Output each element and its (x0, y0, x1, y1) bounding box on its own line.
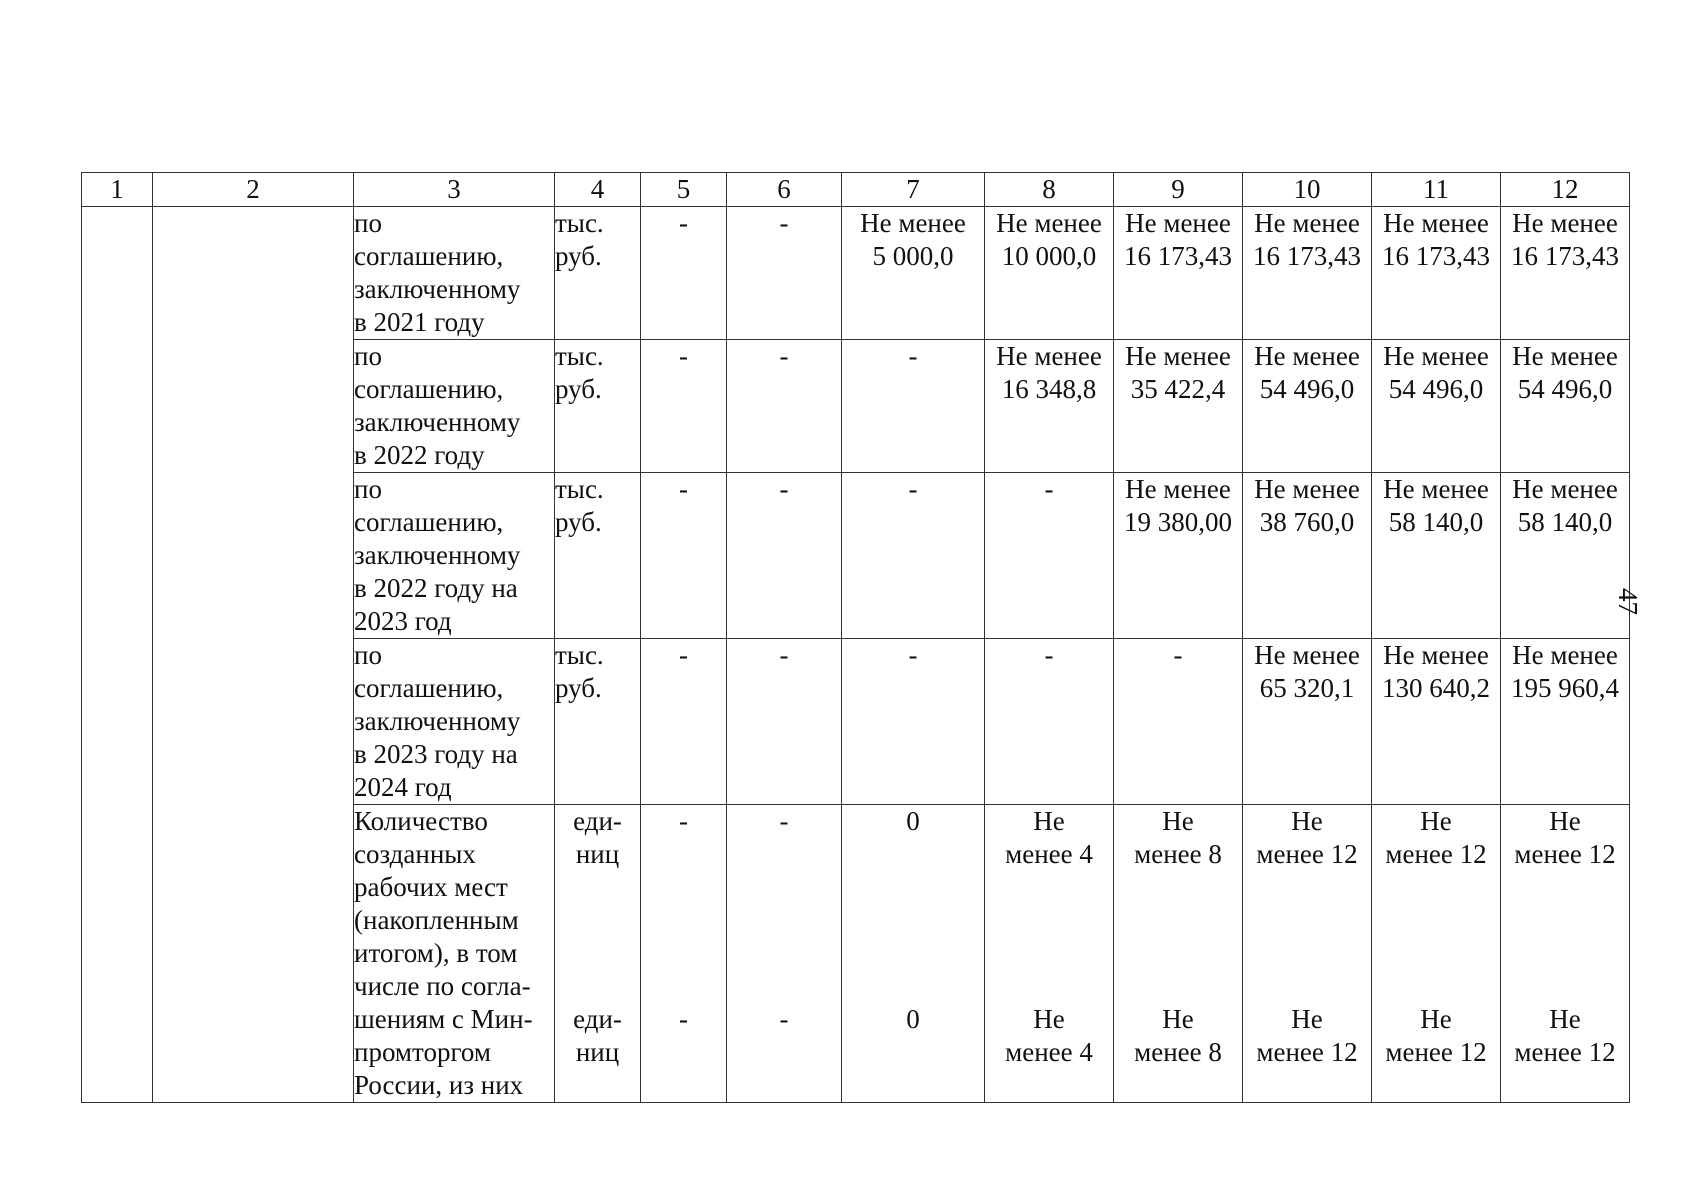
column-2-merged-cell (153, 207, 354, 1103)
column-number-3: 3 (354, 173, 555, 207)
value-col-7: - (842, 639, 985, 805)
column-1-merged-cell (82, 207, 153, 1103)
value-col-11: Не менее 16 173,43 (1372, 207, 1501, 340)
column-number-12: 12 (1501, 173, 1630, 207)
value-col-10: Не менее 12 Не менее 12 (1243, 805, 1372, 1103)
value-col-8: - (985, 639, 1114, 805)
value-col-11: Не менее 130 640,2 (1372, 639, 1501, 805)
unit-cell: тыс. руб. (555, 207, 641, 340)
column-number-8: 8 (985, 173, 1114, 207)
value-col-5: - (641, 639, 727, 805)
indicator-description: по соглашению, заключенному в 2023 году на 2024 год (354, 639, 555, 805)
value-col-5: - (641, 473, 727, 639)
page-number: 47 (1613, 588, 1643, 615)
value-col-10: Не менее 54 496,0 (1243, 340, 1372, 473)
unit-cell: еди- ниц еди- ниц (555, 805, 641, 1103)
value-col-7: - (842, 340, 985, 473)
column-number-5: 5 (641, 173, 727, 207)
value-col-12: Не менее 16 173,43 (1501, 207, 1630, 340)
value-col-12: Не менее 54 496,0 (1501, 340, 1630, 473)
value-col-9: Не менее 19 380,00 (1114, 473, 1243, 639)
column-number-1: 1 (82, 173, 153, 207)
value-col-9: Не менее 16 173,43 (1114, 207, 1243, 340)
value-col-6: - - (727, 805, 842, 1103)
column-number-header-row (82, 173, 1630, 207)
column-number-6: 6 (727, 173, 842, 207)
value-col-6: - (727, 473, 842, 639)
value-col-5: - (641, 340, 727, 473)
value-col-11: Не менее 12 Не менее 12 (1372, 805, 1501, 1103)
value-col-10: Не менее 38 760,0 (1243, 473, 1372, 639)
value-col-12: Не менее 195 960,4 (1501, 639, 1630, 805)
value-col-7: - (842, 473, 985, 639)
document-table-wrapper (81, 172, 1629, 1103)
value-col-7: Не менее 5 000,0 (842, 207, 985, 340)
indicator-description: по соглашению, заключенному в 2022 году (354, 340, 555, 473)
value-col-12: Не менее 58 140,0 (1501, 473, 1630, 639)
value-col-8: - (985, 473, 1114, 639)
value-col-11: Не менее 58 140,0 (1372, 473, 1501, 639)
value-col-12: Не менее 12 Не менее 12 (1501, 805, 1630, 1103)
indicator-description: по соглашению, заключенному в 2021 году (354, 207, 555, 340)
value-col-5: - - (641, 805, 727, 1103)
column-number-10: 10 (1243, 173, 1372, 207)
indicators-table (81, 172, 1630, 1103)
value-col-9: Не менее 8 Не менее 8 (1114, 805, 1243, 1103)
table-row-agreement-2021 (82, 207, 1630, 340)
value-col-6: - (727, 340, 842, 473)
column-number-11: 11 (1372, 173, 1501, 207)
unit-cell: тыс. руб. (555, 639, 641, 805)
value-col-8: Не менее 16 348,8 (985, 340, 1114, 473)
value-col-6: - (727, 207, 842, 340)
value-col-9: - (1114, 639, 1243, 805)
indicator-description: Количество созданных рабочих мест (накопленным итогом), в том числе по согла- шениям с Мин- промторгом России, из них (354, 805, 555, 1103)
column-number-4: 4 (555, 173, 641, 207)
value-col-11: Не менее 54 496,0 (1372, 340, 1501, 473)
unit-cell: тыс. руб. (555, 340, 641, 473)
value-col-8: Не менее 4 Не менее 4 (985, 805, 1114, 1103)
column-number-7: 7 (842, 173, 985, 207)
value-col-10: Не менее 65 320,1 (1243, 639, 1372, 805)
value-col-5: - (641, 207, 727, 340)
column-number-9: 9 (1114, 173, 1243, 207)
value-col-9: Не менее 35 422,4 (1114, 340, 1243, 473)
value-col-6: - (727, 639, 842, 805)
value-col-10: Не менее 16 173,43 (1243, 207, 1372, 340)
column-number-2: 2 (153, 173, 354, 207)
value-col-7: 0 0 (842, 805, 985, 1103)
unit-cell: тыс. руб. (555, 473, 641, 639)
value-col-8: Не менее 10 000,0 (985, 207, 1114, 340)
indicator-description: по соглашению, заключенному в 2022 году на 2023 год (354, 473, 555, 639)
